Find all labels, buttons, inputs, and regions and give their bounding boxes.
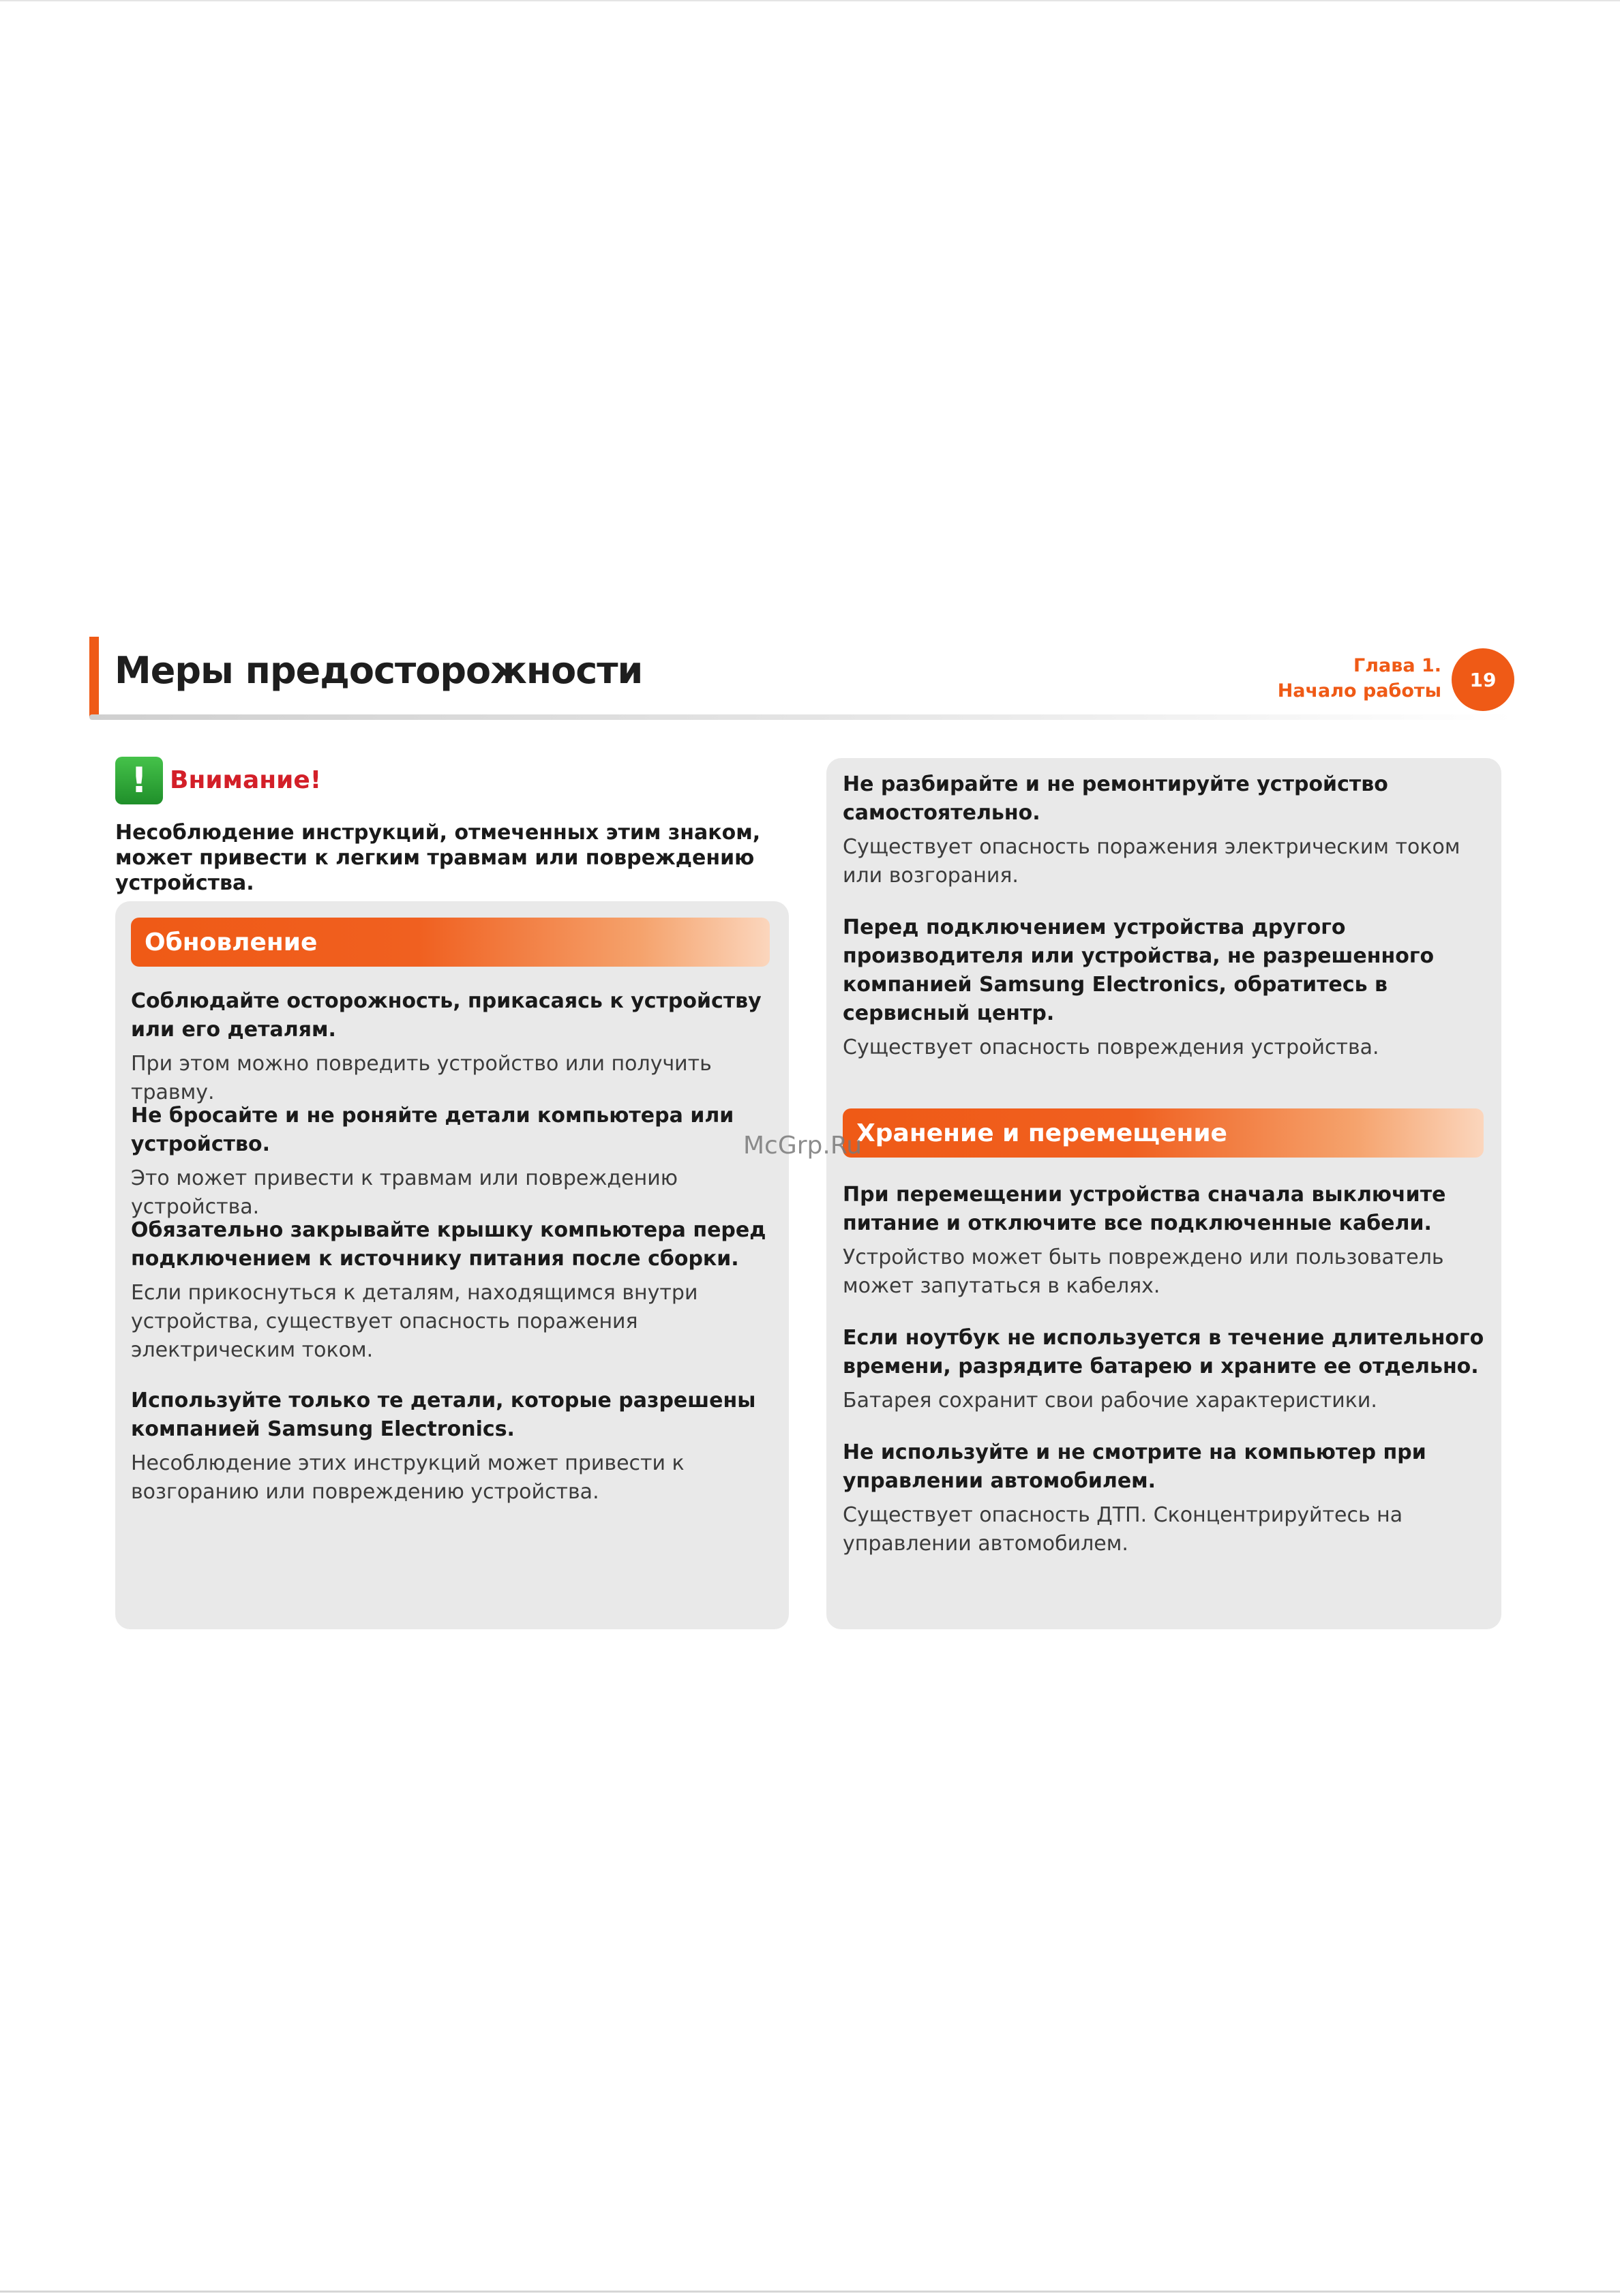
item-body: Это может привести к травмам или повреждению устройства. [131, 1166, 678, 1219]
item-heading: Обязательно закрывайте крышку компьютера перед подключением к источнику питания после сборки. [131, 1218, 766, 1271]
item-heading: При перемещении устройства сначала выключите питание и отключите все подключенные кабели. [843, 1183, 1446, 1235]
list-item [843, 913, 1494, 1062]
item-body: При этом можно повредить устройство или получить травму. [131, 1052, 712, 1104]
caution-text: Несоблюдение инструкций, отмеченных этим знаком, может привести к легким травмам или повреждению устройства. [115, 821, 761, 895]
item-heading: Соблюдайте осторожность, прикасаясь к устройству или его деталям. [131, 989, 762, 1042]
item-body: Существует опасность ДТП. Сконцентрируйтесь на управлении автомобилем. [843, 1503, 1403, 1556]
chapter-name: Начало работы [1277, 680, 1441, 701]
item-body: Существует опасность повреждения устройства. [843, 1036, 1379, 1059]
list-item [131, 1216, 785, 1365]
item-heading: Если ноутбук не используется в течение длительного времени, разрядите батарею и храните ее отдельно. [843, 1326, 1484, 1378]
page-title: Меры предосторожности [115, 649, 643, 692]
caution-title: Внимание! [170, 766, 322, 794]
item-heading: Не используйте и не смотрите на компьютер при управлении автомобилем. [843, 1440, 1426, 1493]
item-body: Если прикоснуться к деталям, находящимся внутри устройства, существует опасность поражения электрическим током. [131, 1281, 698, 1362]
list-item [843, 1438, 1494, 1558]
item-body: Существует опасность поражения электрическим током или возгорания. [843, 835, 1460, 888]
title-underline [89, 714, 1514, 720]
item-heading: Не разбирайте и не ремонтируйте устройство самостоятельно. [843, 772, 1388, 825]
item-body: Устройство может быть повреждено или пользователь может запутаться в кабелях. [843, 1245, 1444, 1298]
list-item [843, 1324, 1494, 1415]
list-item [131, 987, 785, 1107]
watermark: McGrp.Ru [743, 1132, 862, 1160]
item-body: Несоблюдение этих инструкций может привести к возгоранию или повреждению устройства. [131, 1451, 685, 1504]
list-item [131, 1387, 785, 1507]
title-accent-bar [89, 637, 99, 717]
list-item [131, 1102, 785, 1222]
list-item [843, 770, 1494, 890]
page-number-badge: 19 [1452, 648, 1514, 711]
item-heading: Используйте только те детали, которые разрешены компанией Samsung Electronics. [131, 1389, 756, 1441]
section-header-storage: Хранение и перемещение [843, 1108, 1484, 1158]
top-rule [0, 0, 1620, 1]
chapter-number: Глава 1. [1353, 655, 1441, 676]
chapter-label [1278, 653, 1441, 704]
item-body: Батарея сохранит свои рабочие характеристики. [843, 1389, 1377, 1413]
list-item [843, 1181, 1494, 1301]
item-heading: Не бросайте и не роняйте детали компьютера или устройство. [131, 1104, 734, 1156]
bottom-rule [0, 2291, 1620, 2293]
section-header-update: Обновление [131, 918, 770, 967]
item-heading: Перед подключением устройства другого производителя или устройства, не разрешенного компанией Samsung Electronics, обратитесь в сервисный центр. [843, 916, 1435, 1025]
exclamation-icon: ! [115, 757, 163, 804]
